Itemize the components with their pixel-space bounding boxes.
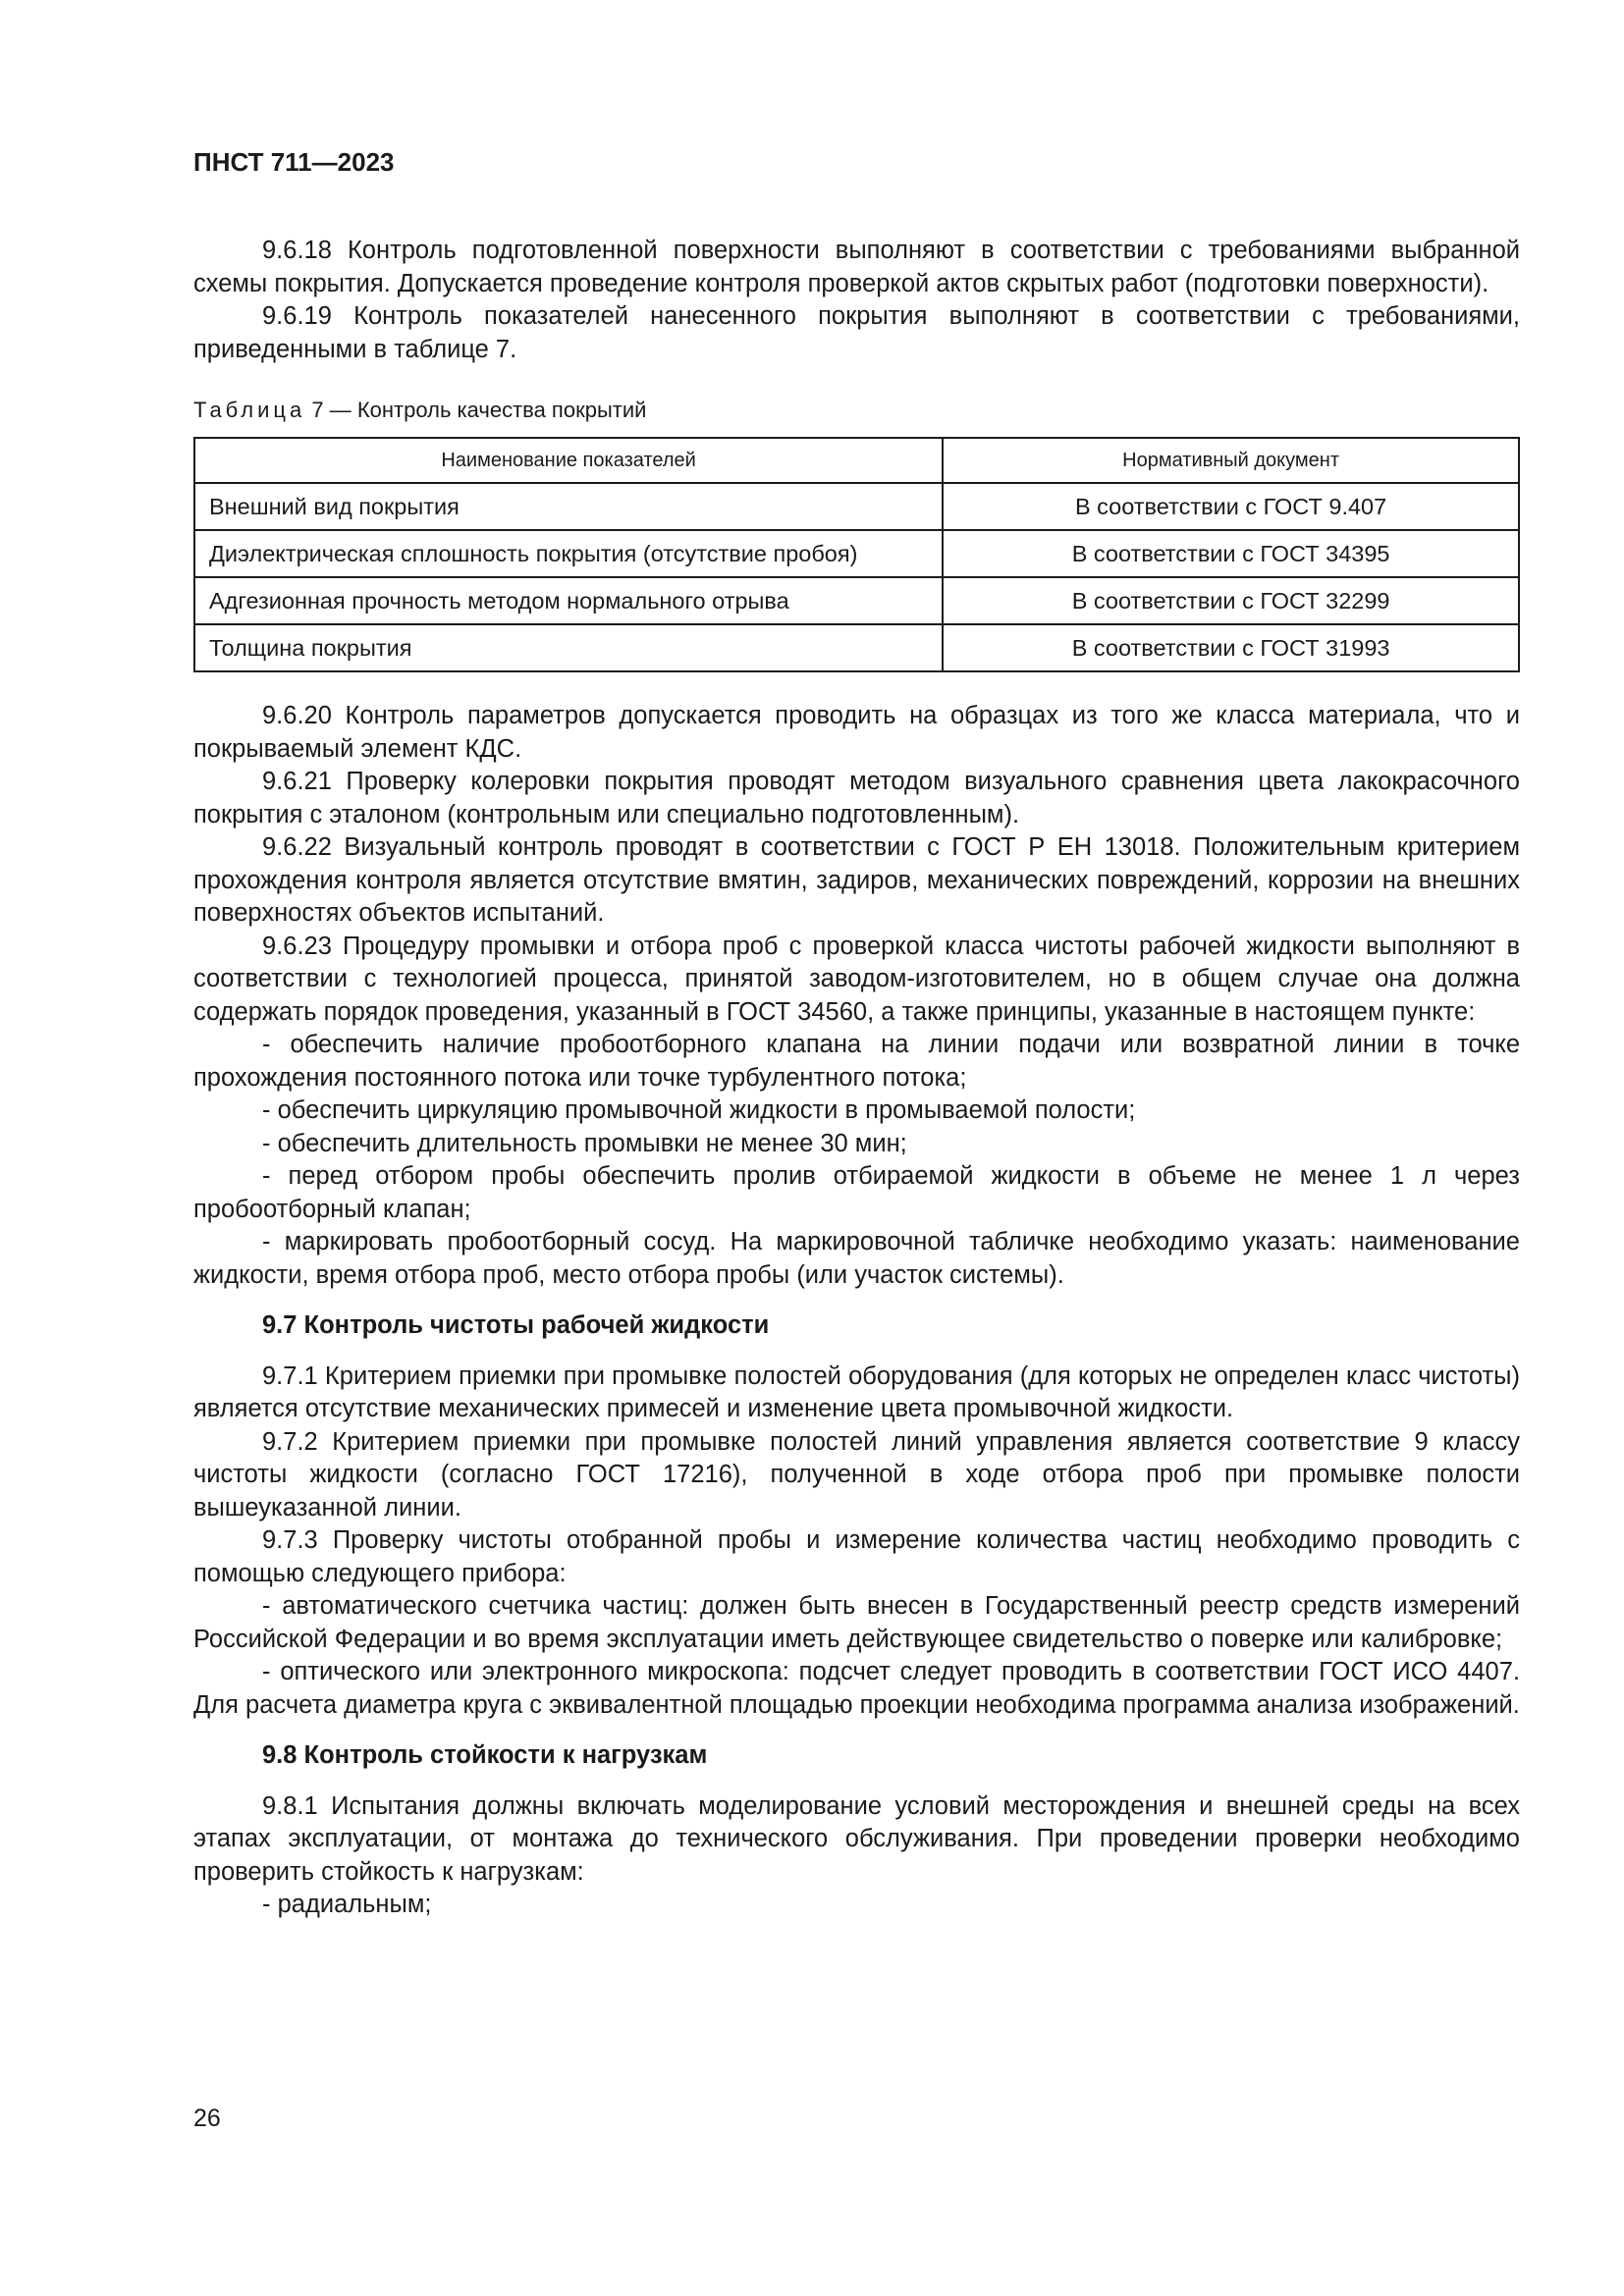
paragraph-9-6-20: 9.6.20 Контроль параметров допускается проводить на образцах из того же класса материала, что и покрываемый элемент КДС. [193,702,1520,763]
list-item: - обеспечить наличие пробоотборного клапана на линии подачи или возвратной линии в точке прохождения постоянного потока или точке турбулентного потока; [193,1031,1520,1092]
document-id: ПНСТ 711—2023 [193,147,395,177]
page-number: 26 [193,2105,221,2132]
paragraph-9-8-1: 9.8.1 Испытания должны включать моделирование условий месторождения и внешней среды на всех этапах эксплуатации, от монтажа до технического обслуживания. При проведении проверки необходимо проверить стойкость к нагрузкам: [193,1791,1520,1886]
paragraph-9-7-3: 9.7.3 Проверку чистоты отобранной пробы и измерение количества частиц необходимо проводить с помощью следующего прибора: [193,1526,1520,1587]
paragraph-9-6-21: 9.6.21 Проверку колеровки покрытия проводят методом визуального сравнения цвета лакокрасочного покрытия с эталоном (контрольным или специально подготовленным). [193,768,1520,828]
table-cell: В соответствии с ГОСТ 9.407 [943,483,1519,530]
section-heading-9-8: 9.8 Контроль стойкости к нагрузкам [262,1741,708,1769]
section-heading-9-7: 9.7 Контроль чистоты рабочей жидкости [262,1311,770,1339]
table-caption-title: 7 — Контроль качества покрытий [305,398,647,422]
table-7-caption [193,398,1520,423]
table-cell: В соответствии с ГОСТ 34395 [943,530,1519,577]
table-header-row [194,438,1519,483]
table-row [194,530,1519,577]
table-cell: Толщина покрытия [194,624,943,671]
table-row [194,577,1519,624]
table-7 [193,437,1520,672]
table-header-cell: Наименование показателей [194,438,943,483]
list-item: - автоматического счетчика частиц: должен быть внесен в Государственный реестр средств измерений Российской Федерации и во время эксплуатации иметь действующее свидетельство о поверке или калибровке; [193,1592,1520,1653]
list-item: - обеспечить длительность промывки не менее 30 мин; [262,1129,907,1157]
table-cell: Адгезионная прочность методом нормального отрыва [194,577,943,624]
document-page [193,147,1520,1922]
table-row [194,483,1519,530]
list-item: - обеспечить циркуляцию промывочной жидкости в промываемой полости; [262,1096,1136,1124]
table-cell: Внешний вид покрытия [194,483,943,530]
table-cell: В соответствии с ГОСТ 31993 [943,624,1519,671]
table-row [194,624,1519,671]
table-header-cell: Нормативный документ [943,438,1519,483]
paragraph-9-6-18: 9.6.18 Контроль подготовленной поверхности выполняют в соответствии с требованиями выбранной схемы покрытия. Допускается проведение контроля проверкой актов скрытых работ (подготовки поверхности). [193,237,1520,297]
paragraph-9-7-1: 9.7.1 Критерием приемки при промывке полостей оборудования (для которых не определен класс чистоты) является отсутствие механических примесей и изменение цвета промывочной жидкости. [193,1362,1520,1422]
table-cell: В соответствии с ГОСТ 32299 [943,577,1519,624]
paragraph-9-6-23: 9.6.23 Процедуру промывки и отбора проб с проверкой класса чистоты рабочей жидкости выполняют в соответствии с технологией процесса, принятой заводом-изготовителем, но в общем случае она должна содержать порядок проведения, указанный в ГОСТ 34560, а также принципы, указанные в настоящем пункте: [193,932,1520,1026]
list-item: - перед отбором пробы обеспечить пролив отбираемой жидкости в объеме не менее 1 л через пробоотборный клапан; [193,1162,1520,1223]
paragraph-9-6-19: 9.6.19 Контроль показателей нанесенного покрытия выполняют в соответствии с требованиями, приведенными в таблице 7. [193,302,1520,363]
list-item: - оптического или электронного микроскопа: подсчет следует проводить в соответствии ГОСТ ИСО 4407. Для расчета диаметра круга с эквивалентной площадью проекции необходима программа анализа изображений. [193,1658,1520,1719]
table-caption-word: Таблица [193,398,306,422]
paragraph-9-7-2: 9.7.2 Критерием приемки при промывке полостей линий управления является соответствие 9 классу чистоты жидкости (согласно ГОСТ 17216), полученной в ходе отбора проб при промывке полости вышеуказанной линии. [193,1427,1520,1522]
table-cell: Диэлектрическая сплошность покрытия (отсутствие пробоя) [194,530,943,577]
paragraph-9-6-22: 9.6.22 Визуальный контроль проводят в соответствии с ГОСТ Р ЕН 13018. Положительным критерием прохождения контроля является отсутствие вмятин, задиров, механических повреждений, коррозии на внешних поверхностях объектов испытаний. [193,833,1520,927]
list-item: - маркировать пробоотборный сосуд. На маркировочной табличке необходимо указать: наименование жидкости, время отбора проб, место отбора пробы (или участок системы). [193,1228,1520,1289]
list-item: - радиальным; [262,1891,432,1918]
